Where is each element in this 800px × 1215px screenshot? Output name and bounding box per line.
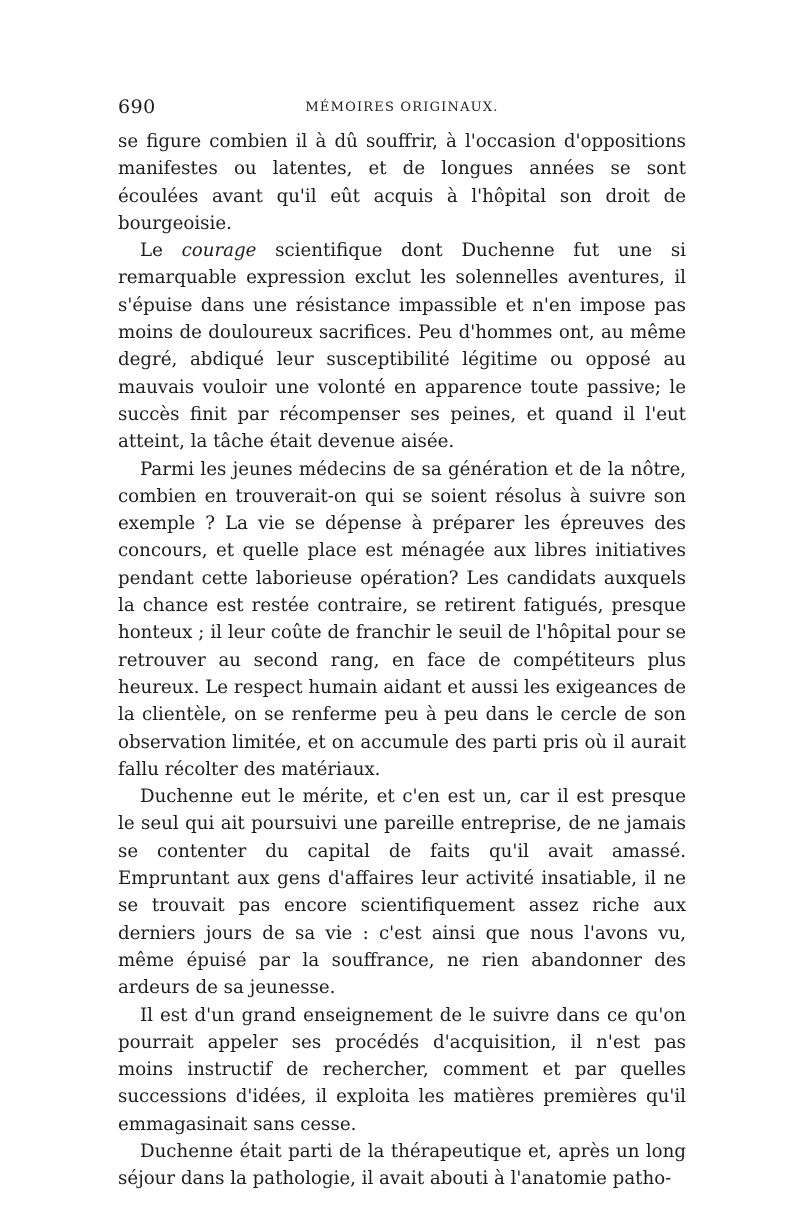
paragraph-young-doctors: Parmi les jeunes médecins de sa génération et de la nôtre, combien en trouverait-on qui se soient résolus à suivre son exemple ? La vie se dépense à préparer les épreuves des concours, et quelle place est ménagée aux libres initiatives pendant cette laborieuse opération? Les candidats auxquels la chance est restée contraire, se retirent fatigués, presque honteux ; il leur coûte de franchir le seuil de l'hôpital pour se retrouver au second rang, en face de compétiteurs plus heureux. Le respect humain aidant et aussi les exigeances de la clientèle, on se renferme peu à peu dans le cercle de son observation limitée, et on accumule des parti pris où il aurait fallu récolter des matériaux.	[118, 458, 686, 780]
running-title: MÉMOIRES ORIGINAUX.	[305, 100, 499, 115]
emphasis-courage: courage	[181, 240, 257, 262]
paragraph-therapeutics: Duchenne était parti de la thérapeutique et, après un long séjour dans la pathologie, il avait abouti à l'anatomie patho-	[118, 1140, 686, 1190]
paragraph-teaching: Il est d'un grand enseignement de le suivre dans ce qu'on pourrait appeler ses procédés d'acquisition, il n'est pas moins instructif de rechercher, comment et par quelles successions d'idées, il exploita les matières premières qu'il emmagasinait sans cesse.	[118, 1004, 686, 1135]
book-page	[118, 96, 686, 1193]
paragraph-rest: scientifique dont Duchenne fut une si remarquable expression exclut les solennelles aventures, il s'épuise dans une résistance impassible et n'en impose pas moins de douloureux sacrifices. Peu d'hommes ont, au même degré, abdiqué leur susceptibilité légitime ou opposé au mauvais vouloir une volonté en apparence toute passive; le succès finit par récompenser ses peines, et quand il l'eut atteint, la tâche était devenue aisée.	[118, 240, 686, 453]
body-text	[118, 128, 686, 1193]
page-number: 690	[118, 96, 156, 118]
paragraph-lead: Le	[140, 240, 182, 262]
running-head	[118, 96, 686, 122]
paragraph-merit: Duchenne eut le mérite, et c'en est un, car il est presque le seul qui ait poursuivi une pareille entreprise, de ne jamais se contenter du capital de faits qu'il avait amassé. Empruntant aux gens d'affaires leur activité insatiable, il ne se trouvait pas encore scientifiquement assez riche aux derniers jours de sa vie : c'est ainsi que nous l'avons vu, même épuisé par la souffrance, ne rien abandonner des ardeurs de sa jeunesse.	[118, 786, 686, 999]
paragraph-continuation: se figure combien il à dû souffrir, à l'occasion d'oppositions manifestes ou latentes, et de longues années se sont écoulées avant qu'il eût acquis à l'hôpital son droit de bourgeoisie.	[118, 131, 686, 234]
paragraph-courage	[118, 237, 686, 455]
